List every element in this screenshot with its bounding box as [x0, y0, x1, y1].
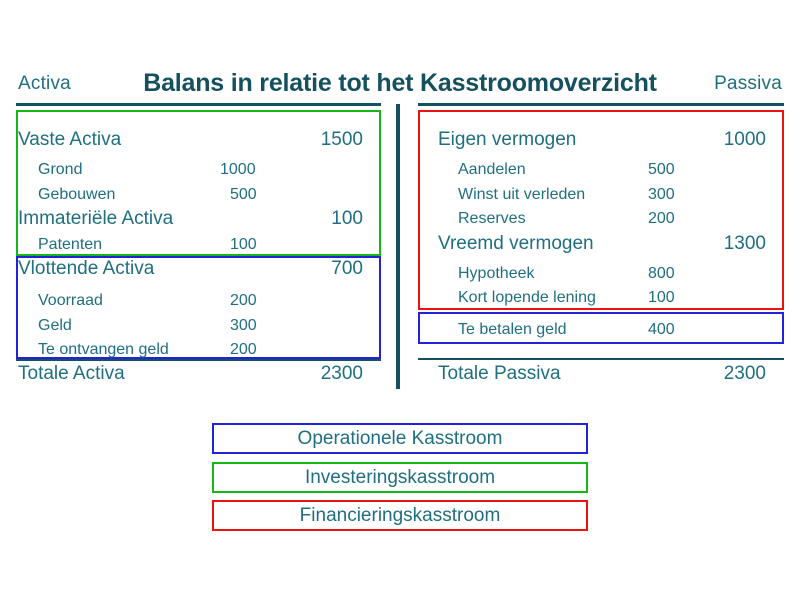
liabilities-line-item	[458, 285, 766, 311]
liabilities-group-name: Vreemd vermogen	[438, 233, 594, 254]
assets-line-value: 500	[230, 186, 257, 203]
liabilities-line-item	[458, 182, 766, 208]
liabilities-line-label: Winst uit verleden	[458, 186, 586, 203]
liabilities-extra-value: 400	[648, 321, 675, 338]
liabilities-group-name: Eigen vermogen	[438, 129, 577, 150]
liabilities-line-value: 100	[648, 289, 675, 306]
assets-group-total: 700	[331, 258, 363, 279]
liabilities-line-label: Reserves	[458, 210, 526, 227]
assets-line-value: 1000	[220, 161, 256, 178]
assets-line-item	[38, 313, 363, 339]
legend-financing-cashflow	[212, 500, 588, 531]
assets-line-value: 100	[230, 236, 257, 253]
legend-investing-cashflow	[212, 462, 588, 493]
assets-line-value: 200	[230, 341, 257, 358]
liabilities-header-rule	[418, 103, 784, 106]
liabilities-total-rule	[418, 358, 784, 360]
legend-financing-label: Financieringskasstroom	[299, 504, 501, 526]
legend-operational-cashflow	[212, 423, 588, 454]
liabilities-total-value: 2300	[723, 363, 766, 384]
liabilities-line-label: Kort lopende lening	[458, 289, 596, 306]
assets-line-item	[38, 182, 363, 208]
assets-line-label: Patenten	[38, 236, 103, 253]
assets-line-label: Grond	[38, 161, 83, 178]
liabilities-extra-item	[458, 317, 766, 343]
assets-header-rule	[16, 103, 381, 106]
liabilities-line-value: 300	[648, 186, 675, 203]
liabilities-column-label: Passiva	[714, 73, 782, 94]
assets-line-item	[38, 288, 363, 314]
legend-investing-label: Investeringskasstroom	[304, 466, 496, 488]
liabilities-total-row	[438, 361, 766, 387]
liabilities-group-total: 1300	[723, 233, 766, 254]
liabilities-line-label: Hypotheek	[458, 265, 535, 282]
liabilities-line-item	[458, 206, 766, 232]
assets-group-heading	[18, 256, 363, 282]
liabilities-extra-label: Te betalen geld	[458, 321, 567, 338]
assets-group-heading	[18, 127, 363, 153]
page-title: Balans in relatie tot het Kasstroomoverzicht	[143, 69, 657, 97]
assets-line-label: Gebouwen	[38, 186, 116, 203]
assets-line-item	[38, 157, 363, 183]
assets-line-label: Geld	[38, 317, 72, 334]
liabilities-line-item	[458, 261, 766, 287]
legend-operational-label: Operationele Kasstroom	[297, 427, 503, 449]
assets-group-total: 100	[331, 208, 363, 229]
liabilities-group-heading	[438, 231, 766, 257]
liabilities-line-item	[458, 157, 766, 183]
assets-line-item	[38, 232, 363, 258]
assets-total-value: 2300	[320, 363, 363, 384]
liabilities-line-label: Aandelen	[458, 161, 526, 178]
assets-group-name: Vaste Activa	[18, 129, 122, 150]
liabilities-group-heading	[438, 127, 766, 153]
assets-line-label: Te ontvangen geld	[38, 341, 169, 358]
assets-line-value: 300	[230, 317, 257, 334]
assets-line-label: Voorraad	[38, 292, 103, 309]
column-divider	[396, 104, 400, 389]
assets-column-label: Activa	[18, 73, 71, 94]
liabilities-total-label: Totale Passiva	[438, 363, 561, 384]
liabilities-line-value: 200	[648, 210, 675, 227]
assets-group-total: 1500	[320, 129, 363, 150]
assets-group-name: Immateriële Activa	[18, 208, 174, 229]
assets-total-row	[18, 361, 363, 387]
assets-line-value: 200	[230, 292, 257, 309]
assets-total-label: Totale Activa	[18, 363, 125, 384]
liabilities-line-value: 800	[648, 265, 675, 282]
assets-group-heading	[18, 206, 363, 232]
liabilities-group-total: 1000	[723, 129, 766, 150]
assets-group-name: Vlottende Activa	[18, 258, 155, 279]
liabilities-line-value: 500	[648, 161, 675, 178]
